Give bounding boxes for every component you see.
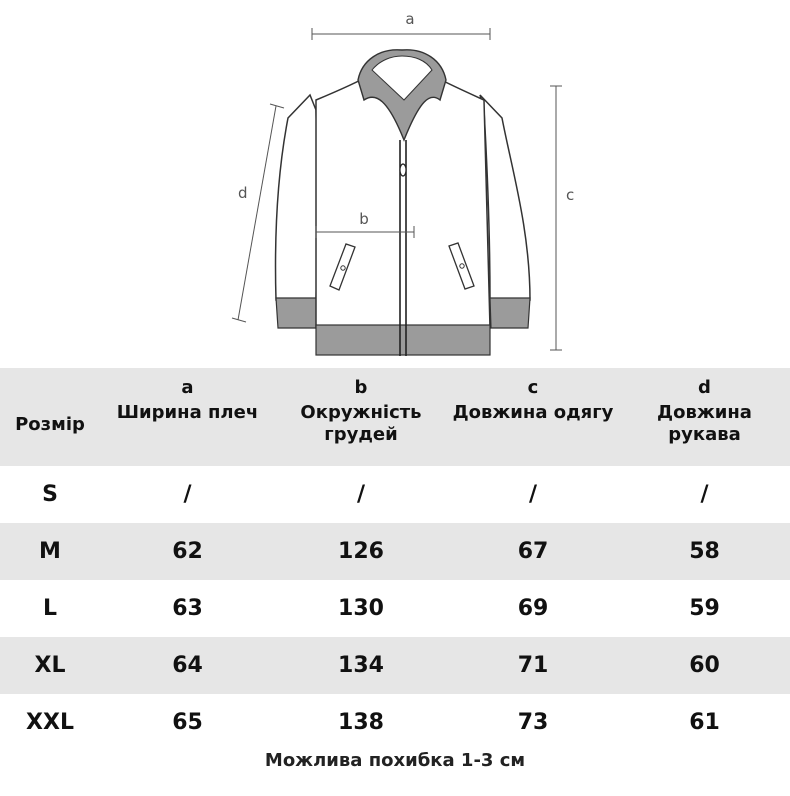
cell-d: 59 xyxy=(689,596,720,621)
dim-label-c: c xyxy=(566,186,575,204)
hem-band xyxy=(316,325,490,355)
header-chest-girth: Окружність грудей xyxy=(275,402,447,466)
table-row xyxy=(0,694,790,751)
header-garment-length: Довжина одягу xyxy=(447,402,619,466)
header-sleeve-length: Довжина рукава xyxy=(619,402,790,466)
header-letter-d: d xyxy=(619,368,790,402)
cell-b: 130 xyxy=(338,596,384,621)
cell-b: 138 xyxy=(338,710,384,735)
cell-a: 63 xyxy=(172,596,203,621)
dim-label-d: d xyxy=(238,184,248,202)
size-cell: L xyxy=(42,596,58,621)
cell-c: / xyxy=(528,482,538,507)
cell-c: 73 xyxy=(517,710,549,735)
size-cell: XXL xyxy=(26,710,74,735)
cell-d: 61 xyxy=(689,710,720,735)
header-letters-row xyxy=(0,368,790,402)
dim-label-b: b xyxy=(359,210,369,228)
left-sleeve xyxy=(276,95,318,300)
cell-d: / xyxy=(700,482,709,507)
table-row xyxy=(0,580,790,637)
cell-d: 60 xyxy=(619,637,790,694)
header-names-row xyxy=(0,402,790,466)
dim-label-a: a xyxy=(405,10,415,28)
header-letter-b: b xyxy=(275,368,447,402)
header-shoulder-width: Ширина плеч xyxy=(100,402,275,466)
header-letter-c: c xyxy=(447,368,619,402)
cell-b: 126 xyxy=(275,523,447,580)
header-letter xyxy=(0,368,100,402)
size-table xyxy=(0,368,790,751)
cell-a: 64 xyxy=(100,637,275,694)
right-cuff xyxy=(490,298,530,328)
header-letter-a: a xyxy=(100,368,275,402)
table-row xyxy=(0,466,790,523)
cell-a: 62 xyxy=(100,523,275,580)
cell-c: 67 xyxy=(447,523,619,580)
cell-c: 71 xyxy=(447,637,619,694)
cell-b: / xyxy=(356,482,366,507)
cell-a: 65 xyxy=(172,710,203,735)
size-cell: S xyxy=(42,482,58,507)
cell-c: 69 xyxy=(517,596,549,621)
table-row xyxy=(0,637,790,694)
tolerance-note: Можлива похибка 1-3 см xyxy=(264,750,526,771)
table-row xyxy=(0,523,790,580)
jacket-diagram xyxy=(0,0,790,368)
cell-d: 58 xyxy=(619,523,790,580)
header-size: Розмір xyxy=(0,402,100,466)
cell-a: / xyxy=(183,482,192,507)
cell-b: 134 xyxy=(275,637,447,694)
left-cuff xyxy=(276,298,317,328)
size-cell: M xyxy=(0,523,100,580)
size-cell: XL xyxy=(0,637,100,694)
